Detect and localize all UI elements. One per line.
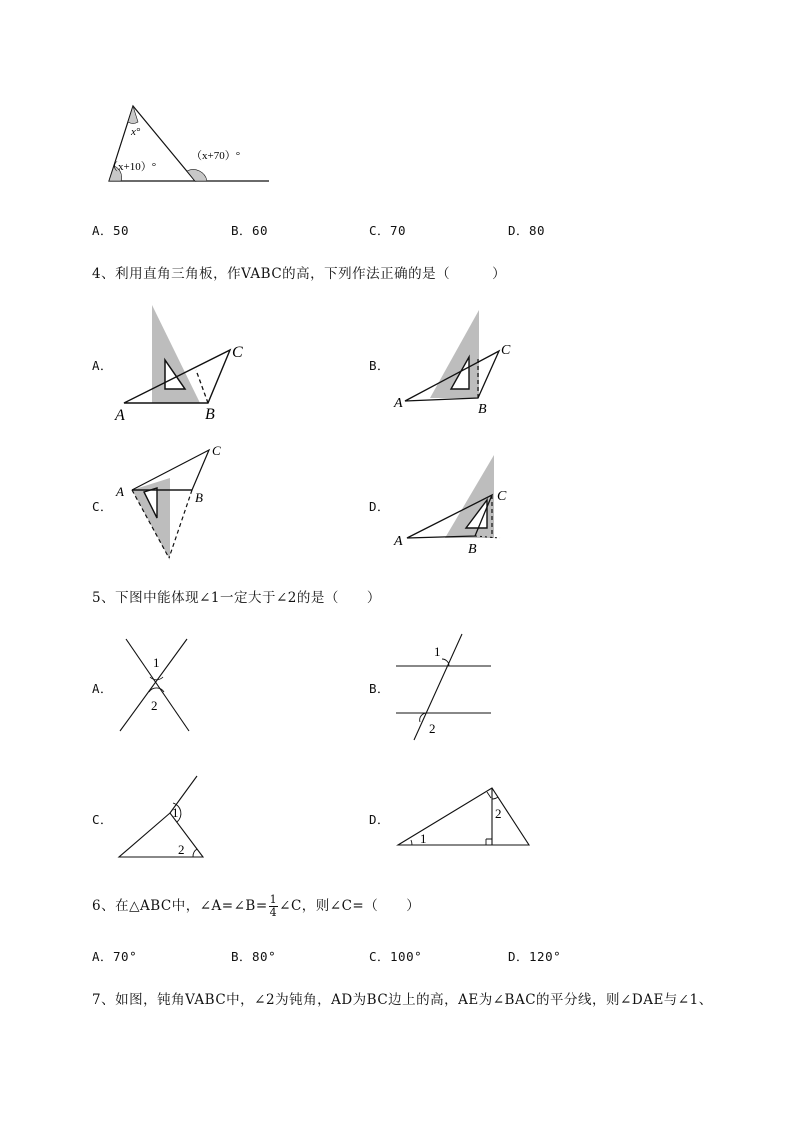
q4-b-vertex-c: C — [501, 343, 511, 358]
q6-option-a[interactable]: A．70° — [92, 949, 138, 964]
q3-top-angle-label: x° — [131, 126, 141, 138]
q5-c-angle-1: 1 — [172, 805, 179, 820]
q4-option-d-label[interactable]: D． — [369, 499, 391, 514]
q5-option-c-label[interactable]: C． — [92, 812, 114, 827]
q4-d-vertex-b: B — [468, 542, 477, 557]
q5-stem: 5、下图中能体现∠1一定大于∠2的是（ ） — [92, 590, 381, 606]
q6-fraction — [269, 894, 279, 919]
q3-option-d[interactable]: D．80 — [508, 223, 546, 238]
q4-c-vertex-c: C — [212, 443, 221, 458]
q5-option-d-label[interactable]: D． — [369, 812, 391, 827]
q4-a-vertex-c: C — [232, 344, 243, 361]
q5-figure-a — [115, 635, 195, 735]
q6-fraction-denominator: 4 — [269, 906, 278, 919]
q4-b-vertex-a: A — [394, 396, 403, 411]
q3-exterior-angle-label: （x+70）° — [191, 150, 241, 162]
q6-stem-prefix: 6、在△ABC中，∠A=∠B= — [92, 898, 268, 914]
q4-figure-c — [112, 440, 252, 565]
q3-option-a[interactable]: A．50 — [92, 223, 130, 238]
q4-option-a-label[interactable]: A． — [92, 358, 114, 373]
q4-figure-a — [112, 300, 252, 425]
q5-figure-c — [115, 773, 210, 863]
q4-b-vertex-b: B — [478, 402, 487, 417]
q4-c-vertex-b: B — [195, 490, 203, 505]
q5-b-angle-2: 2 — [429, 721, 436, 736]
q5-figure-d — [392, 782, 534, 852]
q4-c-vertex-a: A — [116, 484, 124, 499]
q3-option-b[interactable]: B．60 — [231, 223, 269, 238]
q6-option-b[interactable]: B．80° — [231, 949, 277, 964]
q5-option-a-label[interactable]: A． — [92, 681, 114, 696]
q5-option-b-label[interactable]: B． — [369, 681, 391, 696]
q4-a-vertex-b: B — [205, 406, 215, 423]
q4-d-vertex-a: A — [394, 534, 403, 549]
q5-a-angle-2: 2 — [151, 698, 158, 713]
q6-stem — [92, 894, 420, 919]
q6-stem-suffix: ∠C，则∠C=（ ） — [279, 898, 421, 914]
q6-fraction-numerator: 1 — [269, 893, 278, 906]
q4-option-b-label[interactable]: B． — [369, 358, 391, 373]
q3-triangle-figure — [95, 98, 275, 188]
q5-d-angle-1: 1 — [420, 831, 427, 846]
q4-option-c-label[interactable]: C． — [92, 499, 114, 514]
q4-figure-b — [390, 305, 530, 420]
q5-d-angle-2: 2 — [495, 806, 502, 821]
q3-option-c[interactable]: C．70 — [369, 223, 407, 238]
q5-figure-b — [392, 630, 497, 745]
q5-c-angle-2: 2 — [178, 842, 185, 857]
q4-figure-d — [390, 452, 530, 562]
q7-stem: 7、如图，钝角VABC中，∠2为钝角，AD为BC边上的高，AE为∠BAC的平分线，则∠DAE与∠1、 — [92, 992, 713, 1008]
q6-option-d[interactable]: D．120° — [508, 949, 562, 964]
q4-a-vertex-a: A — [115, 407, 125, 424]
q6-option-c[interactable]: C．100° — [369, 949, 423, 964]
q3-left-angle-label: （x+10）° — [107, 161, 157, 173]
q4-stem: 4、利用直角三角板，作VABC的高，下列作法正确的是（ ） — [92, 266, 507, 282]
q4-d-vertex-c: C — [497, 489, 507, 504]
q5-b-angle-1: 1 — [434, 644, 441, 659]
q5-a-angle-1: 1 — [153, 655, 160, 670]
